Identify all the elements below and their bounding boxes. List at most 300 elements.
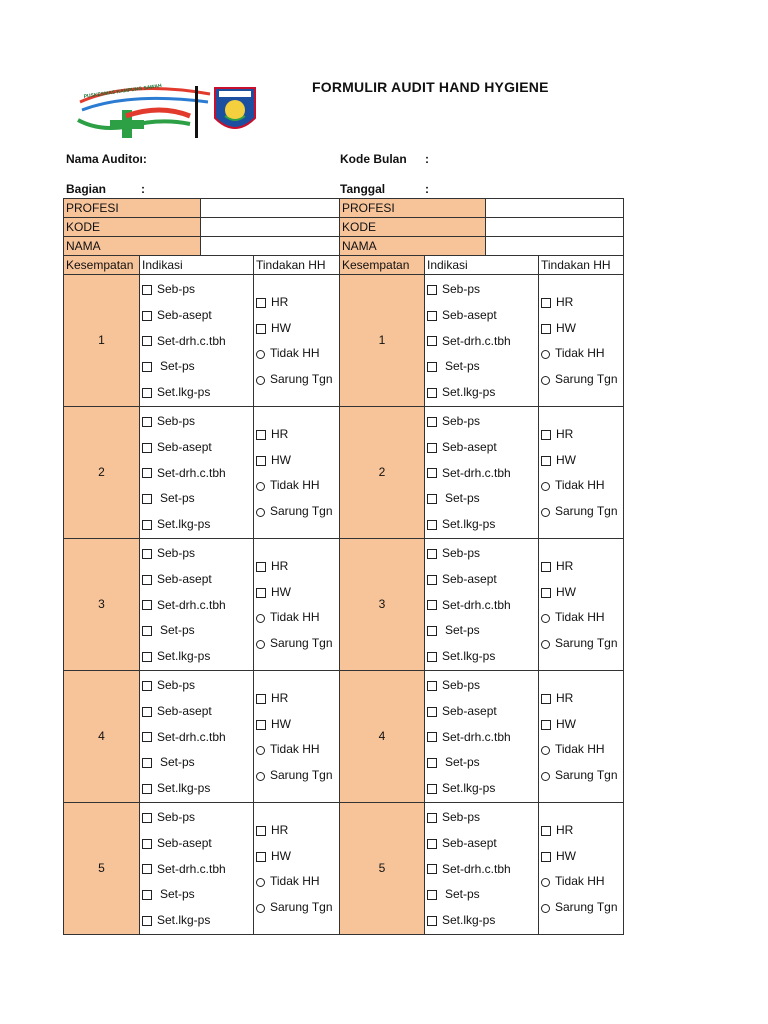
kesempatan-number: 4 — [340, 670, 425, 802]
tindakan-option[interactable] — [256, 341, 337, 367]
indikasi-label: Set.lkg-ps — [157, 517, 211, 532]
checkbox-icon[interactable] — [541, 694, 551, 704]
indikasi-label: Set-ps — [160, 491, 195, 506]
puskesmas-logo — [70, 80, 270, 142]
indikasi-option[interactable] — [142, 567, 251, 593]
indikasi-option[interactable] — [427, 277, 536, 303]
tindakan-option[interactable] — [541, 844, 621, 870]
indikasi-label: Set-drh.c.tbh — [157, 333, 226, 348]
col-indikasi-right: Indikasi — [425, 256, 539, 275]
indikasi-option[interactable] — [427, 303, 536, 329]
indikasi-label: Seb-ps — [442, 282, 481, 296]
checkbox-icon[interactable] — [142, 732, 152, 742]
checkbox-icon[interactable] — [142, 707, 152, 717]
tindakan-label: HW — [556, 716, 576, 731]
indikasi-label: Seb-asept — [157, 703, 212, 718]
tindakan-option[interactable] — [256, 895, 337, 921]
indikasi-option[interactable] — [142, 699, 251, 725]
checkbox-icon[interactable] — [541, 456, 551, 466]
tindakan-option[interactable] — [256, 367, 337, 393]
checkbox-icon[interactable] — [142, 494, 152, 504]
indikasi-option[interactable] — [427, 908, 536, 934]
checkbox-icon[interactable] — [142, 839, 152, 849]
radio-icon[interactable] — [541, 904, 550, 913]
kesempatan-number: 1 — [64, 275, 140, 407]
indikasi-label: Set-drh.c.tbh — [442, 465, 511, 480]
tindakan-list — [254, 802, 340, 934]
checkbox-icon[interactable] — [256, 562, 266, 572]
tindakan-option[interactable] — [256, 499, 337, 525]
indikasi-option[interactable] — [142, 277, 251, 303]
tanggal-label: Tanggal — [340, 182, 386, 196]
indikasi-option[interactable] — [142, 644, 251, 670]
indikasi-option[interactable] — [427, 380, 536, 406]
profesi-input-left[interactable] — [201, 199, 340, 218]
indikasi-option[interactable] — [427, 644, 536, 670]
indikasi-label: Seb-ps — [442, 413, 481, 428]
checkbox-icon[interactable] — [142, 758, 152, 768]
checkbox-icon[interactable] — [541, 430, 551, 440]
indikasi-option[interactable] — [427, 593, 536, 619]
indikasi-option[interactable] — [142, 512, 251, 538]
indikasi-option[interactable] — [142, 541, 251, 567]
indikasi-label: Set-drh.c.tbh — [442, 333, 511, 348]
tindakan-label: Sarung Tgn — [555, 372, 618, 387]
radio-icon[interactable] — [256, 508, 265, 517]
tindakan-label: HR — [271, 294, 289, 309]
indikasi-option[interactable] — [427, 750, 536, 776]
indikasi-label: Set-ps — [445, 887, 480, 902]
radio-icon[interactable] — [541, 878, 550, 887]
indikasi-option[interactable] — [142, 831, 251, 857]
indikasi-list — [140, 802, 254, 934]
indikasi-label: Set-drh.c.tbh — [442, 861, 511, 876]
indikasi-option[interactable] — [142, 593, 251, 619]
tindakan-option[interactable] — [256, 631, 337, 657]
checkbox-icon[interactable] — [541, 324, 551, 334]
opportunity-row — [64, 538, 624, 670]
tindakan-option[interactable] — [541, 422, 621, 448]
checkbox-icon[interactable] — [142, 784, 152, 794]
tindakan-option[interactable] — [256, 605, 337, 631]
tindakan-option[interactable] — [256, 422, 337, 448]
checkbox-icon[interactable] — [142, 916, 152, 926]
checkbox-icon[interactable] — [427, 864, 437, 874]
kode-input-right[interactable] — [486, 218, 624, 237]
radio-icon[interactable] — [256, 640, 265, 649]
indikasi-label: Set-ps — [445, 623, 480, 638]
tindakan-option[interactable] — [541, 341, 621, 367]
indikasi-label: Seb-ps — [442, 545, 481, 560]
radio-icon[interactable] — [256, 772, 265, 781]
checkbox-icon[interactable] — [142, 575, 152, 585]
indikasi-label: Set-ps — [445, 359, 480, 374]
indikasi-label: Set-drh.c.tbh — [157, 861, 226, 876]
checkbox-icon[interactable] — [427, 652, 437, 662]
tindakan-label: Sarung Tgn — [270, 636, 333, 651]
checkbox-icon[interactable] — [142, 549, 152, 559]
indikasi-label: Set-ps — [160, 623, 195, 638]
indikasi-option[interactable] — [142, 725, 251, 751]
tindakan-option[interactable] — [541, 554, 621, 580]
page-title: FORMULIR AUDIT HAND HYGIENE — [312, 79, 549, 95]
tindakan-list — [254, 406, 340, 538]
checkbox-icon[interactable] — [427, 549, 437, 559]
opportunity-row — [64, 670, 624, 802]
indikasi-label: Set.lkg-ps — [442, 649, 496, 664]
tindakan-label: HR — [556, 294, 574, 309]
checkbox-icon[interactable] — [142, 468, 152, 478]
indikasi-label: Seb-asept — [442, 439, 497, 454]
radio-icon[interactable] — [541, 772, 550, 781]
tindakan-label: Tidak HH — [555, 610, 605, 625]
tindakan-label: HW — [556, 320, 576, 335]
indikasi-label: Set-ps — [160, 755, 195, 770]
logo-text: PUSKESMAS KAMPUNG SAWAH — [83, 83, 163, 100]
indikasi-option[interactable] — [142, 486, 251, 512]
indikasi-label: Seb-asept — [157, 307, 212, 322]
checkbox-icon[interactable] — [256, 826, 266, 836]
kesempatan-number: 3 — [340, 538, 425, 670]
auditor-label: Nama Auditoı: — [66, 152, 147, 166]
indikasi-label: Seb-asept — [442, 835, 497, 850]
radio-icon[interactable] — [541, 376, 550, 385]
checkbox-icon[interactable] — [256, 588, 266, 598]
indikasi-option[interactable] — [142, 805, 251, 831]
indikasi-option[interactable] — [142, 618, 251, 644]
indikasi-option[interactable] — [427, 567, 536, 593]
checkbox-icon[interactable] — [427, 285, 437, 295]
checkbox-icon[interactable] — [142, 362, 152, 372]
checkbox-icon[interactable] — [427, 468, 437, 478]
checkbox-icon[interactable] — [427, 600, 437, 610]
tindakan-label: Sarung Tgn — [270, 768, 333, 783]
indikasi-label: Seb-ps — [157, 413, 196, 428]
tindakan-option[interactable] — [541, 499, 621, 525]
tindakan-option[interactable] — [541, 631, 621, 657]
indikasi-label: Set.lkg-ps — [442, 517, 496, 532]
radio-icon[interactable] — [256, 746, 265, 755]
checkbox-icon[interactable] — [427, 362, 437, 372]
indikasi-option[interactable] — [427, 461, 536, 487]
tindakan-label: Sarung Tgn — [555, 636, 618, 651]
tindakan-option[interactable] — [541, 818, 621, 844]
checkbox-icon[interactable] — [142, 890, 152, 900]
checkbox-icon[interactable] — [256, 298, 266, 308]
tindakan-option[interactable] — [541, 763, 621, 789]
indikasi-label: Set-drh.c.tbh — [157, 465, 226, 480]
checkbox-icon[interactable] — [256, 694, 266, 704]
indikasi-label: Set.lkg-ps — [157, 649, 211, 664]
checkbox-icon[interactable] — [142, 681, 152, 691]
col-kesempatan-left: Kesempatan — [64, 256, 140, 275]
indikasi-option[interactable] — [427, 354, 536, 380]
tindakan-label: HR — [271, 822, 289, 837]
checkbox-icon[interactable] — [427, 707, 437, 717]
kesempatan-number: 3 — [64, 538, 140, 670]
indikasi-option[interactable] — [427, 512, 536, 538]
tindakan-option[interactable] — [256, 869, 337, 895]
checkbox-icon[interactable] — [427, 575, 437, 585]
radio-icon[interactable] — [256, 376, 265, 385]
tindakan-option[interactable] — [541, 712, 621, 738]
checkbox-icon[interactable] — [256, 456, 266, 466]
tindakan-option[interactable] — [541, 290, 621, 316]
indikasi-label: Set.lkg-ps — [157, 385, 211, 400]
tindakan-option[interactable] — [256, 448, 337, 474]
indikasi-label: Seb-asept — [157, 835, 212, 850]
kesempatan-number: 2 — [340, 406, 425, 538]
indikasi-option[interactable] — [427, 673, 536, 699]
tindakan-option[interactable] — [256, 712, 337, 738]
tindakan-label: HR — [556, 822, 574, 837]
tindakan-option[interactable] — [256, 818, 337, 844]
kode-label-right: KODE — [340, 218, 486, 237]
checkbox-icon[interactable] — [142, 311, 152, 321]
tindakan-option[interactable] — [256, 290, 337, 316]
tindakan-label: HW — [556, 452, 576, 467]
indikasi-option[interactable] — [142, 354, 251, 380]
tindakan-label: Tidak HH — [270, 742, 320, 757]
tindakan-option[interactable] — [256, 763, 337, 789]
checkbox-icon[interactable] — [142, 443, 152, 453]
checkbox-icon[interactable] — [427, 681, 437, 691]
tindakan-label: HR — [556, 558, 574, 573]
tindakan-option[interactable] — [541, 448, 621, 474]
checkbox-icon[interactable] — [427, 839, 437, 849]
indikasi-label: Set-ps — [445, 491, 480, 506]
kesempatan-number: 1 — [340, 275, 425, 407]
tindakan-list — [539, 802, 624, 934]
checkbox-icon[interactable] — [541, 852, 551, 862]
indikasi-option[interactable] — [427, 486, 536, 512]
indikasi-option[interactable] — [142, 673, 251, 699]
indikasi-label: Seb-ps — [157, 282, 196, 296]
tindakan-option[interactable] — [541, 869, 621, 895]
radio-icon[interactable] — [256, 482, 265, 491]
bagian-label: Bagian — [66, 182, 107, 196]
checkbox-icon[interactable] — [256, 720, 266, 730]
tindakan-option[interactable] — [256, 686, 337, 712]
tindakan-label: HW — [556, 584, 576, 599]
checkbox-icon[interactable] — [427, 813, 437, 823]
col-kesempatan-right: Kesempatan — [340, 256, 425, 275]
indikasi-option[interactable] — [427, 805, 536, 831]
indikasi-option[interactable] — [427, 409, 536, 435]
tindakan-label: HR — [271, 690, 289, 705]
nama-input-left[interactable] — [201, 237, 340, 256]
indikasi-list — [425, 670, 539, 802]
indikasi-option[interactable] — [142, 435, 251, 461]
radio-icon[interactable] — [256, 904, 265, 913]
tindakan-label: Sarung Tgn — [555, 504, 618, 519]
checkbox-icon[interactable] — [427, 520, 437, 530]
profesi-label-right: PROFESI — [340, 199, 486, 218]
indikasi-option[interactable] — [142, 776, 251, 802]
checkbox-icon[interactable] — [142, 600, 152, 610]
checkbox-icon[interactable] — [256, 324, 266, 334]
checkbox-icon[interactable] — [427, 784, 437, 794]
tindakan-label: HW — [271, 848, 291, 863]
checkbox-icon[interactable] — [541, 720, 551, 730]
tindakan-label: Tidak HH — [555, 478, 605, 493]
checkbox-icon[interactable] — [541, 826, 551, 836]
tindakan-label: Tidak HH — [555, 874, 605, 889]
col-tindakan-right: Tindakan HH — [539, 256, 624, 275]
column-header-row — [64, 256, 624, 275]
indikasi-label: Seb-asept — [442, 703, 497, 718]
radio-icon[interactable] — [541, 482, 550, 491]
indikasi-option[interactable] — [427, 541, 536, 567]
indikasi-option[interactable] — [427, 435, 536, 461]
tindakan-label: Tidak HH — [270, 346, 320, 361]
checkbox-icon[interactable] — [256, 852, 266, 862]
radio-icon[interactable] — [256, 350, 265, 359]
tindakan-list — [254, 670, 340, 802]
tindakan-label: Sarung Tgn — [555, 900, 618, 915]
indikasi-option[interactable] — [142, 750, 251, 776]
checkbox-icon[interactable] — [142, 388, 152, 398]
tindakan-option[interactable] — [541, 737, 621, 763]
indikasi-label: Seb-ps — [442, 809, 481, 824]
tindakan-list — [539, 538, 624, 670]
checkbox-icon[interactable] — [427, 732, 437, 742]
tindakan-option[interactable] — [256, 844, 337, 870]
checkbox-icon[interactable] — [142, 626, 152, 636]
indikasi-label: Set-drh.c.tbh — [442, 729, 511, 744]
indikasi-option[interactable] — [142, 461, 251, 487]
tindakan-option[interactable] — [256, 580, 337, 606]
indikasi-label: Set-drh.c.tbh — [157, 597, 226, 612]
checkbox-icon[interactable] — [142, 336, 152, 346]
opportunity-row — [64, 275, 624, 407]
indikasi-list — [425, 275, 539, 407]
indikasi-option[interactable] — [427, 776, 536, 802]
indikasi-option[interactable] — [427, 699, 536, 725]
tindakan-label: HR — [556, 690, 574, 705]
tindakan-label: Sarung Tgn — [270, 372, 333, 387]
nama-input-right[interactable] — [486, 237, 624, 256]
indikasi-list — [140, 275, 254, 407]
kode-input-left[interactable] — [201, 218, 340, 237]
tindakan-option[interactable] — [541, 473, 621, 499]
tindakan-option[interactable] — [256, 316, 337, 342]
tindakan-option[interactable] — [541, 580, 621, 606]
checkbox-icon[interactable] — [541, 588, 551, 598]
tindakan-label: Tidak HH — [270, 610, 320, 625]
checkbox-icon[interactable] — [541, 562, 551, 572]
profesi-label-left: PROFESI — [64, 199, 201, 218]
tindakan-list — [254, 538, 340, 670]
tindakan-label: Sarung Tgn — [555, 768, 618, 783]
indikasi-list — [140, 670, 254, 802]
tindakan-label: Tidak HH — [270, 478, 320, 493]
radio-icon[interactable] — [541, 614, 550, 623]
tindakan-list — [539, 670, 624, 802]
tindakan-label: Tidak HH — [555, 742, 605, 757]
indikasi-option[interactable] — [142, 380, 251, 406]
indikasi-option[interactable] — [142, 908, 251, 934]
indikasi-option[interactable] — [427, 857, 536, 883]
indikasi-option[interactable] — [142, 409, 251, 435]
radio-icon[interactable] — [541, 640, 550, 649]
indikasi-label: Seb-ps — [157, 809, 196, 824]
indikasi-label: Set-drh.c.tbh — [442, 597, 511, 612]
tindakan-label: HW — [271, 584, 291, 599]
radio-icon[interactable] — [256, 614, 265, 623]
checkbox-icon[interactable] — [427, 417, 437, 427]
indikasi-list — [425, 538, 539, 670]
tindakan-option[interactable] — [256, 554, 337, 580]
checkbox-icon[interactable] — [142, 864, 152, 874]
checkbox-icon[interactable] — [427, 388, 437, 398]
indikasi-option[interactable] — [142, 329, 251, 355]
tindakan-list — [254, 275, 340, 407]
tindakan-option[interactable] — [541, 605, 621, 631]
checkbox-icon[interactable] — [427, 890, 437, 900]
indikasi-label: Seb-asept — [157, 439, 212, 454]
indikasi-label: Set.lkg-ps — [442, 781, 496, 796]
checkbox-icon[interactable] — [142, 520, 152, 530]
indikasi-option[interactable] — [142, 303, 251, 329]
kesempatan-number: 5 — [64, 802, 140, 934]
bagian-colon: : — [141, 182, 145, 196]
checkbox-icon[interactable] — [427, 626, 437, 636]
indikasi-option[interactable] — [427, 329, 536, 355]
tindakan-list — [539, 406, 624, 538]
tindakan-option[interactable] — [256, 473, 337, 499]
profesi-input-right[interactable] — [486, 199, 624, 218]
tindakan-label: HR — [271, 558, 289, 573]
indikasi-list — [140, 538, 254, 670]
tindakan-label: Tidak HH — [270, 874, 320, 889]
checkbox-icon[interactable] — [142, 417, 152, 427]
tindakan-option[interactable] — [256, 737, 337, 763]
nama-label-right: NAMA — [340, 237, 486, 256]
indikasi-option[interactable] — [427, 831, 536, 857]
indikasi-option[interactable] — [427, 618, 536, 644]
radio-icon[interactable] — [541, 350, 550, 359]
indikasi-list — [140, 406, 254, 538]
checkbox-icon[interactable] — [256, 430, 266, 440]
checkbox-icon[interactable] — [142, 285, 152, 295]
checkbox-icon[interactable] — [427, 311, 437, 321]
radio-icon[interactable] — [541, 746, 550, 755]
indikasi-option[interactable] — [427, 882, 536, 908]
checkbox-icon[interactable] — [427, 336, 437, 346]
indikasi-label: Set-ps — [445, 755, 480, 770]
checkbox-icon[interactable] — [427, 758, 437, 768]
indikasi-option[interactable] — [427, 725, 536, 751]
tindakan-option[interactable] — [541, 367, 621, 393]
radio-icon[interactable] — [541, 508, 550, 517]
tindakan-option[interactable] — [541, 895, 621, 921]
indikasi-list — [425, 802, 539, 934]
checkbox-icon[interactable] — [427, 494, 437, 504]
checkbox-icon[interactable] — [427, 443, 437, 453]
indikasi-label: Seb-ps — [442, 677, 481, 692]
indikasi-option[interactable] — [142, 857, 251, 883]
tindakan-option[interactable] — [541, 686, 621, 712]
opportunity-row — [64, 802, 624, 934]
checkbox-icon[interactable] — [427, 916, 437, 926]
tindakan-option[interactable] — [541, 316, 621, 342]
checkbox-icon[interactable] — [142, 813, 152, 823]
indikasi-option[interactable] — [142, 882, 251, 908]
checkbox-icon[interactable] — [541, 298, 551, 308]
checkbox-icon[interactable] — [142, 652, 152, 662]
radio-icon[interactable] — [256, 878, 265, 887]
